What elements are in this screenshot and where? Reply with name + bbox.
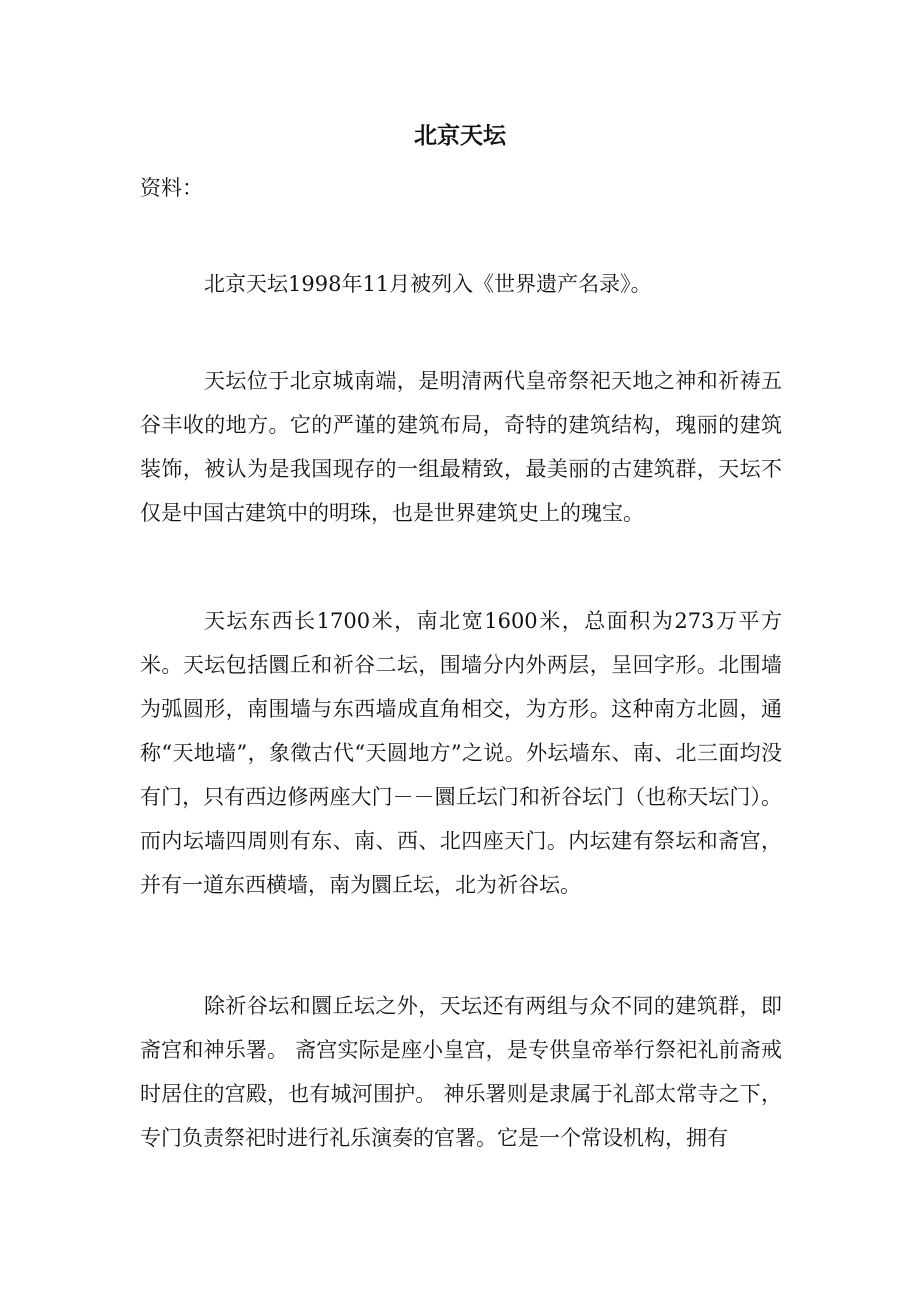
paragraph-other-buildings: 除祈谷坛和圜丘坛之外，天坛还有两组与众不同的建筑群，即斋宫和神乐署。 斋宫实际是座小皇宫，是专供皇帝举行祭祀礼前斋戒时居住的宫殿，也有城河围护。 神乐署则是隶属于礼部太常寺之下，专门负责祭祀时进行礼乐演奏的官署。它是一个常设机构，拥有 bbox=[140, 994, 782, 1150]
paragraph-heritage-listing: 北京天坛1998年11月被列入《世界遗产名录》。 bbox=[204, 272, 652, 296]
paragraph-layout: 天坛东西长1700米，南北宽1600米，总面积为273万平方米。天坛包括圜丘和祈谷二坛，围墙分内外两层，呈回字形。北围墙为弧圆形，南围墙与东西墙成直角相交，为方形。这种南方北圆，通称“天地墙”，象徵古代“天圆地方”之说。外坛墙东、南、北三面均没有门，只有西边修两座大门－－圜丘坛门和祈谷坛门（也称天坛门）。而内坛墙四周则有东、南、西、北四座天门。内坛建有祭坛和斋宫，并有一道东西横墙，南为圜丘坛，北为祈谷坛。 bbox=[140, 609, 782, 897]
page-title: 北京天坛 bbox=[414, 122, 506, 149]
section-label: 资料： bbox=[140, 176, 203, 200]
paragraph-overview: 天坛位于北京城南端，是明清两代皇帝祭祀天地之神和祈祷五谷丰收的地方。它的严谨的建筑布局，奇特的建筑结构，瑰丽的建筑装饰，被认为是我国现存的一组最精致，最美丽的古建筑群，天坛不仅是中国古建筑中的明珠，也是世界建筑史上的瑰宝。 bbox=[140, 369, 782, 525]
